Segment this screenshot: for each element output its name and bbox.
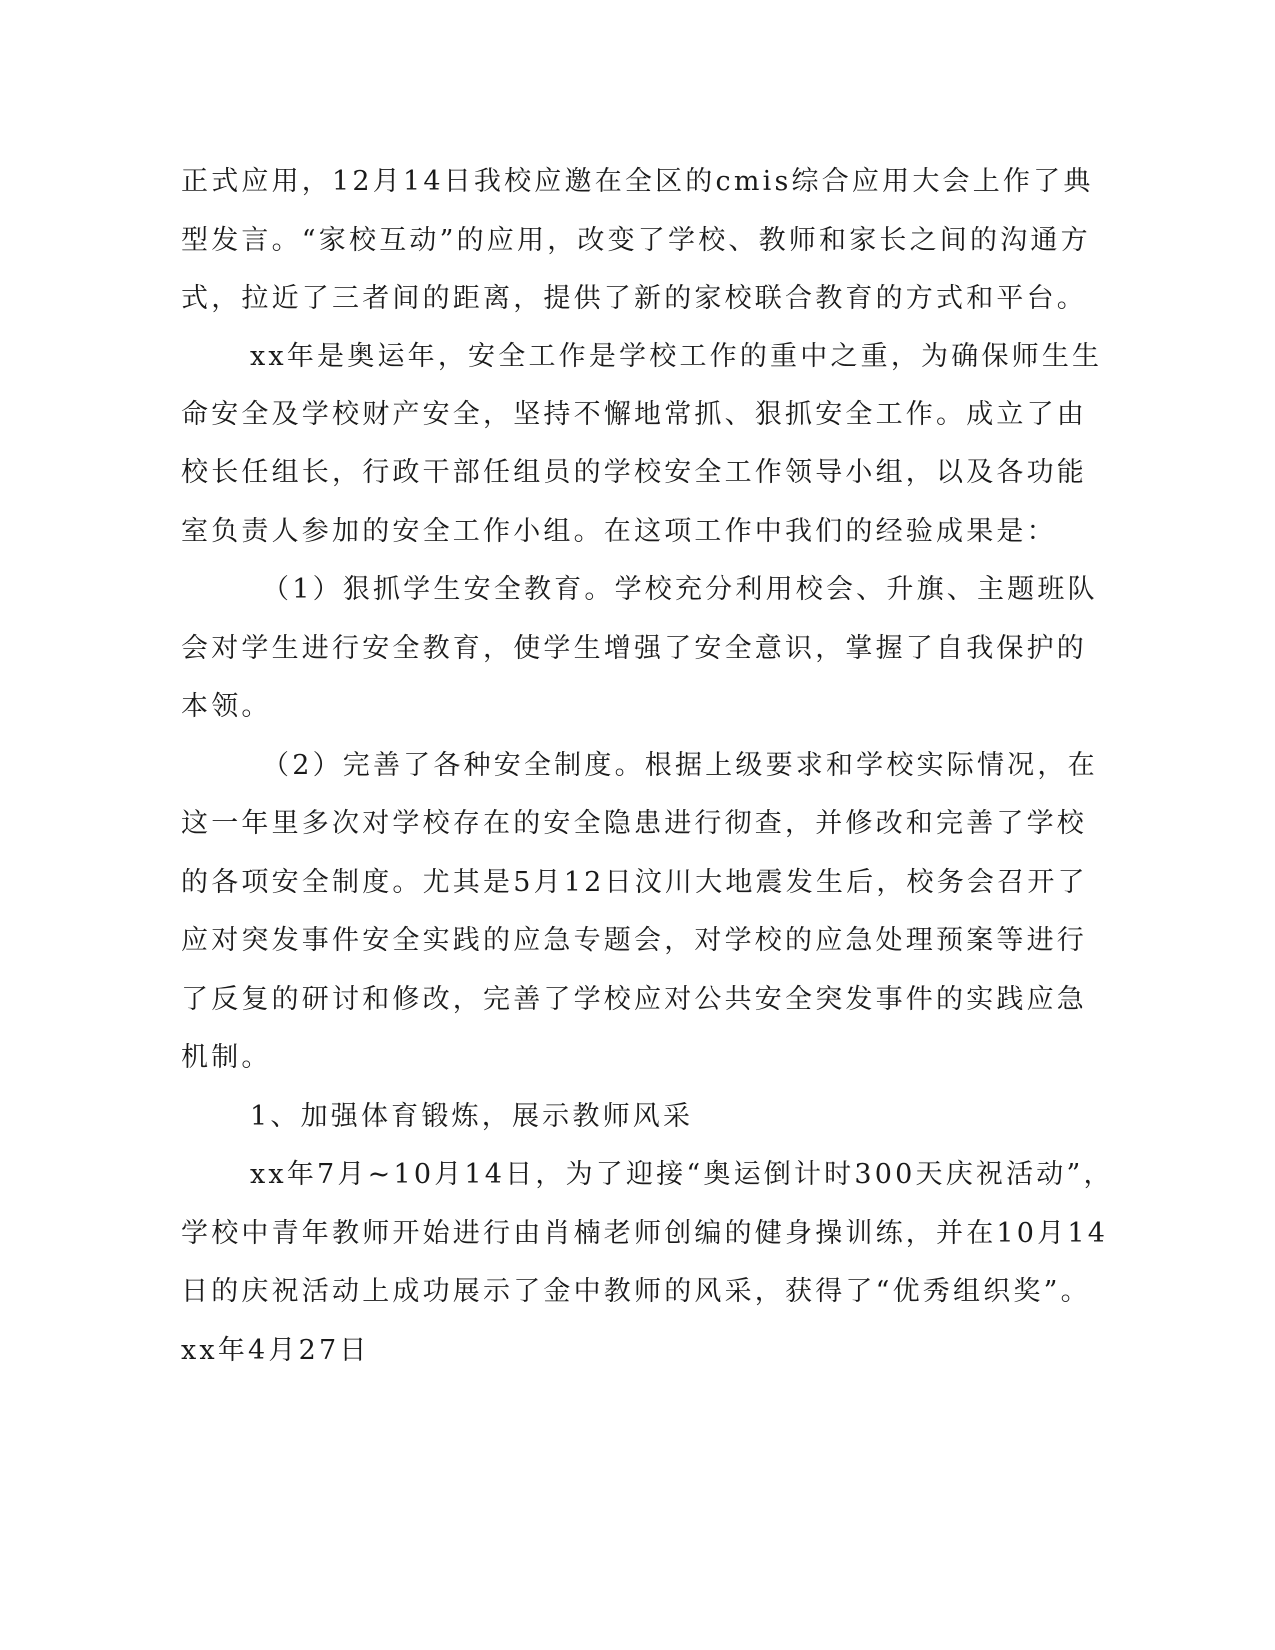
text-line: 式，拉近了三者间的距离，提供了新的家校联合教育的方式和平台。 [181,283,1087,314]
text-line: 日的庆祝活动上成功展示了金中教师的风采，获得了“优秀组织奖”。 [181,1276,1091,1307]
text-line: 这一年里多次对学校存在的安全隐患进行彻查，并修改和完善了学校 [181,808,1087,839]
list-item-first-line: （1）狠抓学生安全教育。学校充分利用校会、升旗、主题班队 [262,574,1098,605]
text-line: 应对突发事件安全实践的应急专题会，对学校的应急处理预案等进行 [181,925,1087,956]
text-line: 校长任组长，行政干部任组员的学校安全工作领导小组，以及各功能 [181,457,1087,488]
text-line: 本领。 [181,691,272,722]
text-line: 会对学生进行安全教育，使学生增强了安全意识，掌握了自我保护的 [181,633,1087,664]
text-line: 了反复的研讨和修改，完善了学校应对公共安全突发事件的实践应急 [181,984,1087,1015]
text-line: 学校中青年教师开始进行由肖楠老师创编的健身操训练，并在10月14 [181,1218,1109,1249]
section-heading: 1、加强体育锻炼，展示教师风采 [250,1101,694,1132]
paragraph-first-line: xx年是奥运年，安全工作是学校工作的重中之重，为确保师生生 [250,341,1103,372]
text-line: 的各项安全制度。尤其是5月12日汶川大地震发生后，校务会召开了 [181,867,1088,898]
text-line: 机制。 [181,1042,272,1073]
text-line: 正式应用，12月14日我校应邀在全区的cmis综合应用大会上作了典 [181,166,1094,197]
list-item-first-line: （2）完善了各种安全制度。根据上级要求和学校实际情况，在 [262,750,1098,781]
text-line: 型发言。“家校互动”的应用，改变了学校、教师和家长之间的沟通方 [181,225,1091,256]
text-line: 室负责人参加的安全工作小组。在这项工作中我们的经验成果是： [181,516,1057,547]
text-line: 命安全及学校财产安全，坚持不懈地常抓、狠抓安全工作。成立了由 [181,399,1087,430]
paragraph-first-line: xx年7月~10月14日，为了迎接“奥运倒计时300天庆祝活动”， [250,1159,1114,1190]
date-line: xx年4月27日 [181,1335,370,1366]
